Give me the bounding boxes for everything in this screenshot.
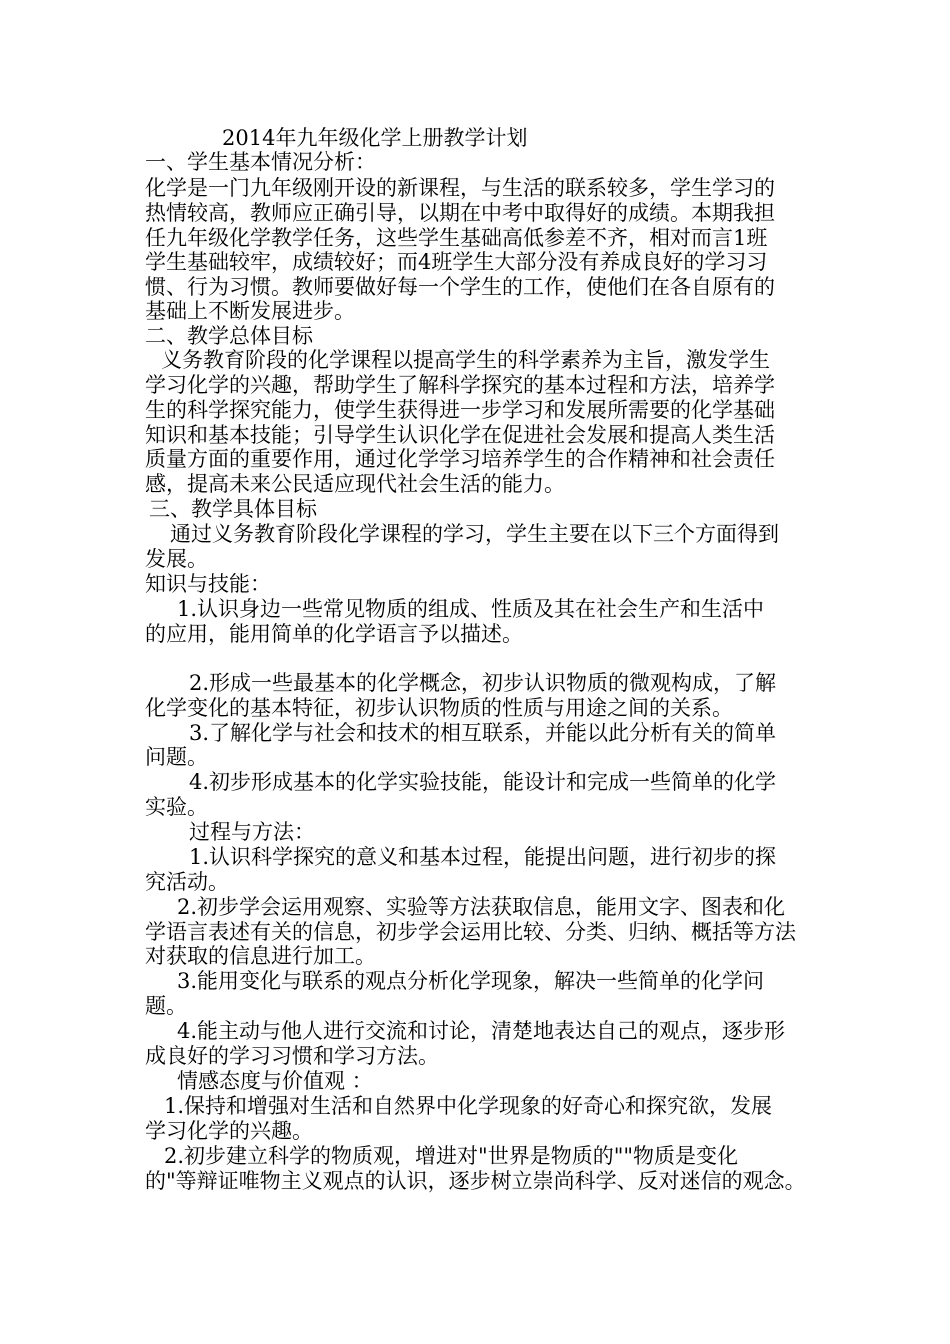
knowledge-heading: 知识与技能： bbox=[145, 572, 271, 596]
knowledge-item-2: 2.形成一些最基本的化学概念，初步认识物质的微观构成，了解 bbox=[189, 671, 777, 695]
section2-heading: 二、教学总体目标 bbox=[145, 324, 313, 348]
emotion-heading: 情感态度与价值观 ： bbox=[177, 1069, 373, 1093]
section2-line: 感，提高未来公民适应现代社会生活的能力。 bbox=[145, 472, 565, 496]
process-item-4: 成良好的学习习惯和学习方法。 bbox=[145, 1044, 439, 1068]
knowledge-item-3: 3.了解化学与社会和技术的相互联系，并能以此分析有关的简单 bbox=[189, 721, 777, 745]
section3-intro-line: 通过义务教育阶段化学课程的学习，学生主要在以下三个方面得到 bbox=[170, 522, 779, 546]
emotion-item-1: 学习化学的兴趣。 bbox=[145, 1119, 313, 1143]
process-heading: 过程与方法： bbox=[189, 820, 315, 844]
emotion-item-1: 1.保持和增强对生活和自然界中化学现象的好奇心和探究欲，发展 bbox=[164, 1094, 773, 1118]
knowledge-item-3: 问题。 bbox=[145, 745, 208, 769]
section3-intro-line: 发展。 bbox=[145, 547, 208, 571]
knowledge-item-4: 实验。 bbox=[145, 795, 208, 819]
knowledge-item-2: 化学变化的基本特征，初步认识物质的性质与用途之间的关系。 bbox=[145, 696, 733, 720]
section1-line: 基础上不断发展进步。 bbox=[145, 299, 355, 323]
emotion-item-2: 的"等辩证唯物主义观点的认识，逐步树立崇尚科学、反对迷信的观念。 bbox=[145, 1169, 806, 1193]
process-item-1: 究活动。 bbox=[145, 870, 229, 894]
knowledge-item-4: 4.初步形成基本的化学实验技能，能设计和完成一些简单的化学 bbox=[189, 770, 777, 794]
knowledge-item-1: 1.认识身边一些常见物质的组成、性质及其在社会生产和生活中 bbox=[177, 597, 765, 621]
section1-line: 任九年级化学教学任务，这些学生基础高低参差不齐，相对而言1班 bbox=[145, 226, 768, 250]
section2-line: 生的科学探究能力，使学生获得进一步学习和发展所需要的化学基础 bbox=[145, 398, 775, 422]
section1-line: 惯、行为习惯。教师要做好每一个学生的工作，使他们在各自原有的 bbox=[145, 275, 775, 299]
process-item-3: 3.能用变化与联系的观点分析化学现象，解决一些简单的化学问 bbox=[177, 969, 765, 993]
knowledge-item-1: 的应用，能用简单的化学语言予以描述。 bbox=[145, 622, 523, 646]
section2-line: 质量方面的重要作用，通过化学学习培养学生的合作精神和社会责任 bbox=[145, 447, 775, 471]
section2-line: 知识和基本技能；引导学生认识化学在促进社会发展和提高人类生活 bbox=[145, 423, 775, 447]
section1-line: 学生基础较牢，成绩较好；而4班学生大部分没有养成良好的学习习 bbox=[145, 250, 768, 274]
process-item-2: 对获取的信息进行加工。 bbox=[145, 944, 376, 968]
section2-line: 义务教育阶段的化学课程以提高学生的科学素养为主旨，激发学生 bbox=[161, 348, 770, 372]
emotion-item-2: 2.初步建立科学的物质观，增进对"世界是物质的""物质是变化 bbox=[164, 1144, 739, 1168]
document-title: 2014年九年级化学上册教学计划 bbox=[222, 126, 528, 150]
section1-heading: 一、学生基本情况分析： bbox=[145, 150, 376, 174]
process-item-4: 4.能主动与他人进行交流和讨论，清楚地表达自己的观点，逐步形 bbox=[177, 1019, 786, 1043]
process-item-1: 1.认识科学探究的意义和基本过程，能提出问题，进行初步的探 bbox=[189, 845, 777, 869]
section3-heading: 三、教学具体目标 bbox=[149, 497, 317, 521]
process-item-3: 题。 bbox=[145, 994, 187, 1018]
process-item-2: 2.初步学会运用观察、实验等方法获取信息，能用文字、图表和化 bbox=[177, 895, 786, 919]
section1-line: 热情较高，教师应正确引导，以期在中考中取得好的成绩。本期我担 bbox=[145, 201, 775, 225]
section2-line: 学习化学的兴趣，帮助学生了解科学探究的基本过程和方法，培养学 bbox=[145, 373, 775, 397]
process-item-2: 学语言表述有关的信息，初步学会运用比较、分类、归纳、概括等方法 bbox=[145, 920, 796, 944]
section1-line: 化学是一门九年级刚开设的新课程，与生活的联系较多，学生学习的 bbox=[145, 176, 775, 200]
